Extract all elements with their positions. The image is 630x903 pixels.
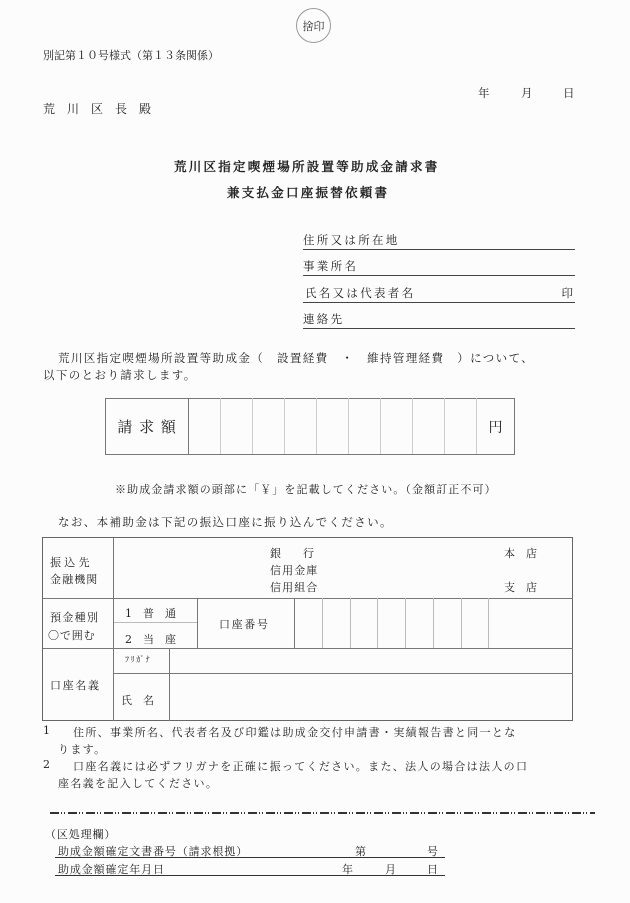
name-label: 氏 名 — [121, 694, 154, 707]
institution-label-1: 振込先 — [50, 556, 93, 569]
furigana-label: ﾌﾘｶﾞﾅ — [125, 655, 152, 664]
confirmation-date-label: 助成金額確定年月日 — [58, 863, 165, 876]
form-number: 別記第１０号様式（第１３条関係） — [43, 49, 219, 62]
furigana-input[interactable] — [170, 649, 573, 673]
branch-main: 本 店 — [504, 547, 537, 560]
transfer-intro: なお、本補助金は下記の振込口座に振り込んでください。 — [58, 515, 393, 529]
office-section-heading: （区処理欄） — [45, 828, 117, 841]
seal-mark: 印 — [561, 286, 573, 300]
discard-seal-circle — [296, 8, 331, 43]
amount-digit-cell[interactable] — [189, 399, 221, 455]
account-number-input[interactable] — [295, 599, 573, 648]
representative-name-label: 氏名又は代表者名 — [305, 286, 416, 300]
amount-note: ※助成金請求額の頭部に「￥」を記載してください。（金額訂正不可） — [115, 483, 497, 496]
account-holder-label: 口座名義 — [50, 679, 101, 692]
account-holder-name-input[interactable] — [170, 674, 573, 721]
document-title-line1: 荒川区指定喫煙場所設置等助成金請求書 — [174, 159, 440, 174]
amount-digit-cell[interactable] — [413, 399, 445, 455]
contact-field[interactable] — [303, 311, 575, 329]
date-year: 年 — [478, 86, 490, 100]
amount-digit-cell[interactable] — [221, 399, 253, 455]
note-2-line2: 座名義を記入してください。 — [58, 777, 219, 790]
date-month: 月 — [521, 86, 533, 100]
amount-digit-cell[interactable] — [285, 399, 317, 455]
col-divider — [197, 598, 198, 648]
cut-line-divider — [50, 812, 595, 814]
amount-digit-cell[interactable] — [253, 399, 285, 455]
deposit-option-divider — [113, 622, 197, 623]
request-text-line2: 以下のとおり請求します。 — [43, 368, 197, 382]
bank-type-bank: 銀 行 — [270, 547, 314, 560]
institution-label-2: 金融機関 — [50, 573, 99, 586]
confirmation-document-number-label: 助成金額確定文書番号（請求根拠） — [58, 845, 249, 858]
bank-account-table — [42, 537, 573, 721]
addressee: 荒 川 区 長 殿 — [43, 102, 152, 116]
confirmation-date-day: 日 — [427, 863, 438, 876]
document-number-suffix: 号 — [427, 845, 438, 858]
contact-label: 連絡先 — [303, 312, 345, 326]
confirmation-date-year: 年 — [342, 863, 353, 876]
deposit-type-label-1: 預金種別 — [50, 611, 100, 624]
deposit-type-label-2: 〇で囲む — [48, 629, 96, 642]
deposit-option-current[interactable]: 2 当 座 — [125, 633, 176, 646]
institution-name-field[interactable] — [114, 538, 573, 598]
confirmation-date-row[interactable] — [55, 861, 445, 876]
amount-unit: 円 — [477, 399, 515, 455]
address-field[interactable] — [303, 232, 575, 250]
account-number-label: 口座番号 — [219, 618, 270, 631]
amount-label: 請求額 — [106, 399, 189, 455]
amount-digit-cell[interactable] — [381, 399, 413, 455]
amount-digit-cell[interactable] — [349, 399, 381, 455]
amount-digit-cell[interactable] — [317, 399, 349, 455]
note-1-line2: ります。 — [58, 743, 107, 756]
amount-table — [105, 398, 515, 455]
note-1-line1: 住所、事業所名、代表者名及び印鑑は助成金交付申請書・実績報告書と同一とな — [73, 726, 517, 739]
note-2-number: 2 — [43, 758, 50, 771]
address-label: 住所又は所在地 — [303, 233, 400, 247]
note-2-line1: 口座名義には必ずフリガナを正確に振ってください。また、法人の場合は法人の口 — [73, 760, 529, 773]
bank-type-credit-union: 信用組合 — [270, 581, 319, 594]
note-1-number: 1 — [43, 724, 50, 737]
business-name-label: 事業所名 — [303, 259, 359, 273]
amount-digit-cell[interactable] — [445, 399, 477, 455]
discard-seal-label: 捨印 — [302, 19, 325, 33]
date-day: 日 — [563, 86, 575, 100]
deposit-option-ordinary[interactable]: 1 普 通 — [125, 607, 176, 620]
bank-type-shinkin: 信用金庫 — [270, 564, 319, 577]
document-title-line2: 兼支払金口座振替依頼書 — [227, 185, 390, 200]
document-number-prefix: 第 — [355, 845, 366, 858]
request-text-line1: 荒川区指定喫煙場所設置等助成金（ 設置経費 ・ 維持管理経費 ）について、 — [58, 351, 535, 365]
confirmation-document-number-row[interactable] — [55, 843, 445, 858]
representative-name-field[interactable] — [303, 285, 575, 303]
branch-sub: 支 店 — [504, 581, 537, 594]
business-name-field[interactable] — [303, 258, 575, 276]
confirmation-date-month: 月 — [385, 863, 396, 876]
